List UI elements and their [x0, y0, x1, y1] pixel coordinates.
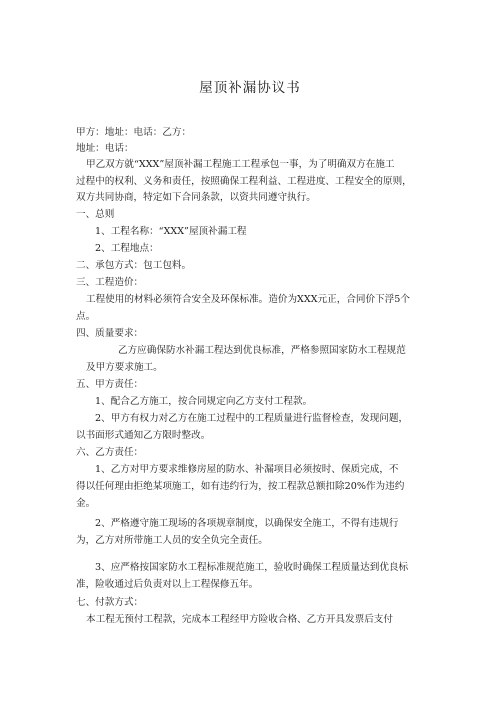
section-4-line-1: 乙方应确保防水补漏工程达到优良标准，严格参照国家防水工程规范: [118, 345, 406, 356]
section-1-heading: 一、总则: [76, 209, 115, 220]
section-4-heading: 四、质量要求：: [76, 328, 144, 339]
preamble-line-2: 过程中的权利、义务和责任，按照确保工程利益、工程进度、工程安全的原则，: [76, 176, 412, 187]
section-7-line-1: 本工程无预付工程款，完成本工程经甲方险收合格、乙方开具发票后支付: [86, 614, 393, 625]
preamble-line-1: 甲乙双方就“XXX”屋顶补漏工程施工工程承包一事，为了明确双方在施工: [86, 159, 395, 170]
section-1-item-1: 1、工程名称：“XXX”屋顶补漏工程: [95, 226, 247, 237]
section-6-item-1-line-2: 得以任何理由拒绝某项施工，如有违约行为，按工程款总额扣除20%作为违约: [76, 481, 405, 492]
party-a-line: 甲方：地址：电话：乙方：: [76, 127, 192, 138]
section-5-item-2-line-2: 以书面形式通知乙方限时整改。: [76, 430, 211, 441]
section-6-item-3-line-1: 3、应严格按国家防水工程标准规范施工，验收时确保工程质量达到优良标: [95, 562, 409, 573]
section-5-item-2-line-1: 2、甲方有权力对乙方在施工过程中的工程质量进行监督检查，发现问题，: [95, 413, 409, 424]
section-3-line-2: 点。: [76, 311, 96, 322]
section-3-heading: 三、工程造价：: [76, 277, 144, 288]
document-title: 屋顶补漏协议书: [199, 80, 301, 96]
section-6-item-3-line-2: 准，险收通过后负责对以上工程保修五年。: [76, 579, 259, 590]
section-1-item-2: 2、工程地点：: [95, 243, 159, 254]
preamble-line-3: 双方共同协商，特定如下合同条款，以资共同遵守执行。: [76, 192, 316, 203]
section-5-heading: 五、甲方责任：: [76, 379, 144, 390]
section-7-heading: 七、付款方式：: [76, 597, 144, 608]
section-6-item-1-line-3: 金。: [76, 498, 96, 509]
section-6-heading: 六、乙方责任：: [76, 447, 144, 458]
section-5-item-1: 1、配合乙方施工，按合同规定向乙方支付工程款。: [95, 396, 313, 407]
section-6-item-2-line-1: 2、严格遵守施工现场的各项规章制度，以确保安全施工，不得有违规行: [95, 518, 399, 529]
section-3-line-1: 工程使用的材料必须符合安全及环保标准。造价为XXX元正，合同价下浮5个: [86, 294, 410, 305]
section-6-item-1-line-1: 1、乙方对甲方要求维修房屋的防水、补漏项目必须按时、保质完成，不: [95, 464, 399, 475]
party-b-line: 地址：电话：: [76, 143, 134, 154]
section-4-line-2: 及甲方要求施工。: [86, 362, 163, 373]
section-2-heading: 二、承包方式：包工包料。: [76, 260, 192, 271]
section-6-item-2-line-2: 为，乙方对所带施工人员的安全负完全责任。: [76, 535, 268, 546]
